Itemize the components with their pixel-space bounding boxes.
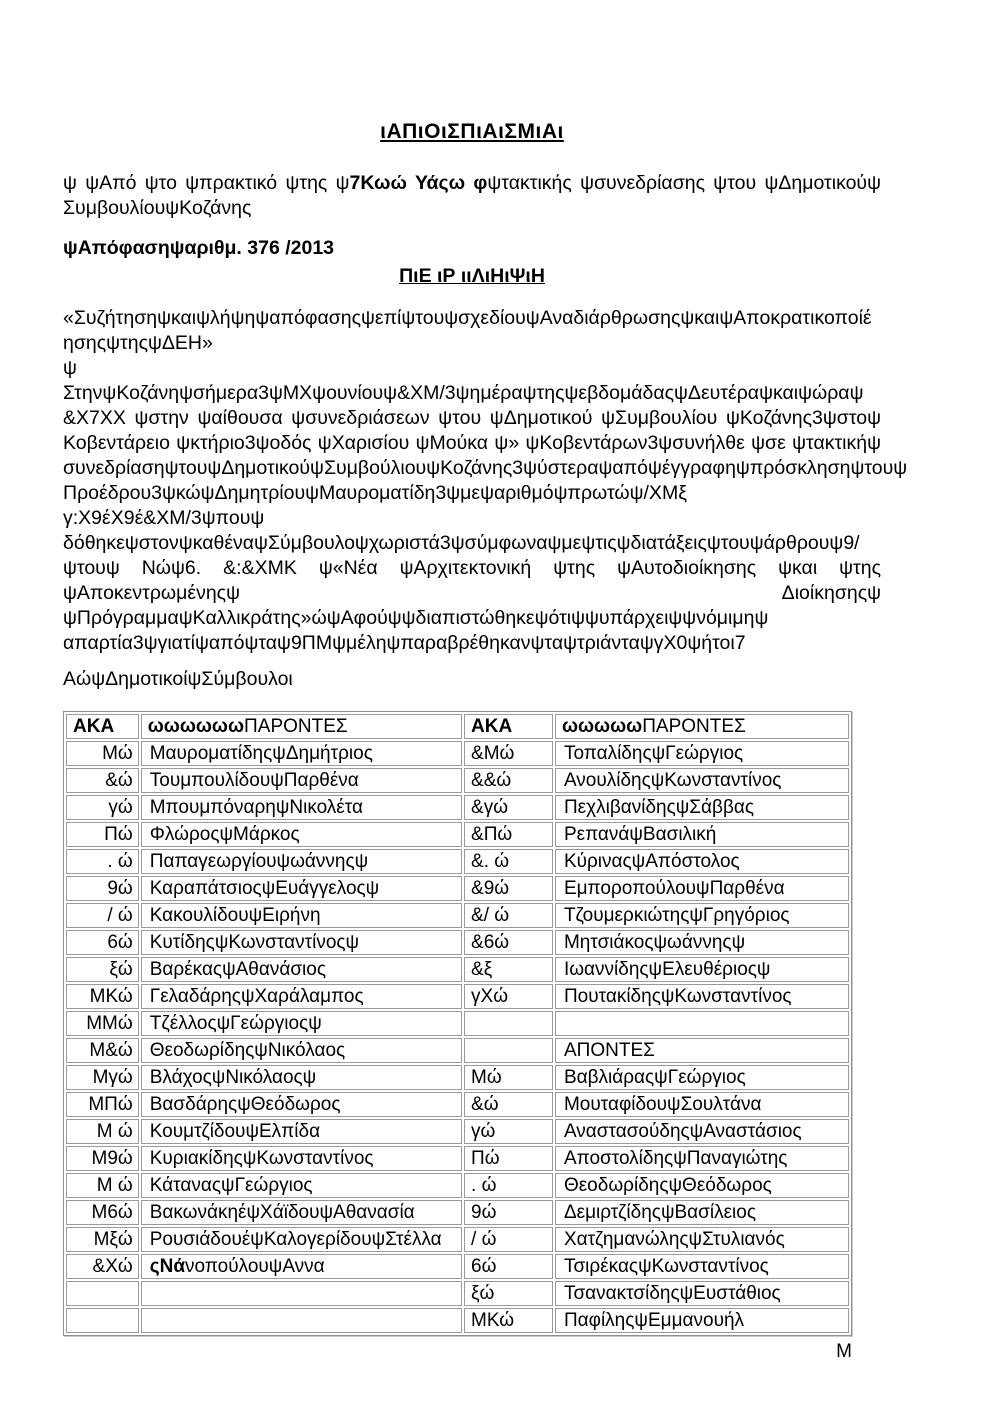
member-name-cell: ΒασδάρηςψΘεόδωρος [141,1092,462,1117]
member-number-cell: &9ώ [464,876,553,901]
member-row [66,984,849,1009]
member-number-cell: &/ ώ [464,903,553,928]
member-name-cell: ΤσιρέκαςψΚωνσταντίνος [555,1254,849,1279]
member-name-cell: ΑνουλίδηςψΚωνσταντίνος [555,768,849,793]
member-name-cell: ΒαβλιάραςψΓεώργιος [555,1065,849,1090]
intro-text-pre: ψ ψΑπό ψτο ψπρακτικό ψτης ψ [63,172,350,194]
member-name-cell [141,1281,462,1306]
member-number-cell: 6ώ [66,930,139,955]
member-row [66,795,849,820]
member-name-cell: Παπαγεωργίουψωάννηςψ [141,849,462,874]
member-name-cell [555,1011,849,1036]
member-name-cell: ΠουτακίδηςψΚωνσταντίνος [555,984,849,1009]
member-row [66,1146,849,1171]
member-number-cell: Μ6ώ [66,1200,139,1225]
member-name-cell: ΜαυροματίδηςψΔημήτριος [141,741,462,766]
member-row [66,903,849,928]
member-name-cell: ΡεπανάψΒασιλική [555,822,849,847]
members-table-header-row [66,714,849,739]
member-name-cell: ΚύριναςψΑπόστολος [555,849,849,874]
member-number-cell: ΜΜώ [66,1011,139,1036]
member-name-cell: ΚουμτζίδουψΕλπίδα [141,1119,462,1144]
member-number-cell: 9ώ [66,876,139,901]
member-number-cell: &6ώ [464,930,553,955]
member-name-cell: ςΝάνοπούλουψΑννα [141,1254,462,1279]
member-row [66,768,849,793]
member-name-cell: Μητσιάκοςψωάννηςψ [555,930,849,955]
member-number-cell: γώ [66,795,139,820]
column-header-number: ΑΚΑ [464,714,553,739]
member-number-cell: Μώ [464,1065,553,1090]
member-number-cell [66,1308,139,1333]
member-name-cell: ΤσανακτσίδηςψΕυστάθιος [555,1281,849,1306]
member-row [66,741,849,766]
member-number-cell: 9ώ [464,1200,553,1225]
column-header-names: ωωωωωωΠΑΡΟΝΤΕΣ [141,714,462,739]
member-name-cell: ΤοπαλίδηςψΓεώργιος [555,741,849,766]
member-row [66,1281,849,1306]
member-number-cell: &Μώ [464,741,553,766]
intro-paragraph [63,171,881,221]
member-row [66,957,849,982]
member-name-cell: ΤζέλλοςψΓεώργιοςψ [141,1011,462,1036]
member-number-cell: &ώ [464,1092,553,1117]
member-name-cell: ΚυτίδηςψΚωνσταντίνοςψ [141,930,462,955]
member-number-cell: Μώ [66,741,139,766]
member-number-cell: &ξ [464,957,553,982]
decision-number-line: ψΑπόφασηψαριθμ. 376 /2013 [63,237,335,259]
member-number-cell: Μγώ [66,1065,139,1090]
member-name-cell: ΦλώροςψΜάρκος [141,822,462,847]
page-number: Μ [836,1341,852,1362]
member-name-cell: ΑΠΟΝΤΕΣ [555,1038,849,1063]
member-row [66,1227,849,1252]
member-number-cell: γώ [464,1119,553,1144]
member-number-cell: . ώ [464,1173,553,1198]
member-number-cell: . ώ [66,849,139,874]
member-row [66,1011,849,1036]
member-name-cell: ΒλάχοςψΝικόλαοςψ [141,1065,462,1090]
member-number-cell: / ώ [66,903,139,928]
member-row [66,1092,849,1117]
document-content [63,120,908,1363]
member-number-cell: &γώ [464,795,553,820]
member-name-cell: ΙωαννίδηςψΕλευθέριοςψ [555,957,849,982]
member-name-cell: ΚάταναςψΓεώργιος [141,1173,462,1198]
member-name-cell: ΚυριακίδηςψΚωνσταντίνος [141,1146,462,1171]
member-name-cell: ΑποστολίδηςψΠαναγιώτης [555,1146,849,1171]
member-number-cell: &&ώ [464,768,553,793]
member-name-cell: ΚακουλίδουψΕιρήνη [141,903,462,928]
member-name-cell: ΒακωνάκηέψΧάϊδουψΑθανασία [141,1200,462,1225]
member-name-cell: ΧατζημανώληςψΣτυλιανός [555,1227,849,1252]
member-name-cell: ΠαφίληςψΕμμανουήλ [555,1308,849,1333]
member-name-cell: ΤουμπουλίδουψΠαρθένα [141,768,462,793]
member-row [66,876,849,901]
member-number-cell [464,1038,553,1063]
member-row [66,1254,849,1279]
member-number-cell: ΜΠώ [66,1092,139,1117]
member-number-cell: Μ ώ [66,1119,139,1144]
members-table [63,711,852,1336]
member-name-cell: ΜπουμπόναρηψΝικολέτα [141,795,462,820]
column-header-number: ΑΚΑ [66,714,139,739]
member-name-cell: ΓελαδάρηςψΧαράλαμπος [141,984,462,1009]
member-name-cell: ΚαραπάτσιοςψΕυάγγελοςψ [141,876,462,901]
member-number-cell: Μ ώ [66,1173,139,1198]
body-paragraph: ΣτηνψΚοζάνηψσήμερα3ψΜΧψουνίουψ&ΧΜ/3ψημέραψτηςψεβδομάδαςψΔευτέραψκαιψώραψ &Χ7ΧΧ ψστην ψαίθουσα ψσυνεδριάσεων ψτου ψΔημοτικού ψΣυμβουλίου ψΚοζάνης3ψστοψ Κοβεντάρειο ψκτήριο3ψοδός ψΧαρισίου ψΜούκα ψ» ψΚοβεντάρων3ψσυνήλθε ψσε ψτακτικήψ συνεδρίασηψτουψΔημοτικούψΣυμβούλιουψΚοζάνης3ψύστεραψαπόψέγγραφηψπρόσκλησηψτουψ Προέδρου3ψκώψΔημητρίουψΜαυροματίδη3ψμεψαριθμόψπρωτώψ/ΧΜξ γ:Χ9έΧ9έ&ΧΜ/3ψπουψ δόθηκεψστονψκαθέναψΣύμβουλοψχωριστά3ψσύμφωναψμεψτιςψδιατάξειςψτουψάρθρουψ9/ ψτουψ Νώψ6. &:&ΧΜΚ ψ«Νέα ψΑρχιτεκτονική ψτης ψΑυτοδιοίκησης ψκαι ψτης ψΑποκεντρωμένηςψ Διοίκησηςψ ψΠρόγραμμαψΚαλλικράτης»ώψΑφούψψδιαπιστώθηκεψότιψψυπάρχειψψνόμιμηψ απαρτία3ψγιατίψαπόψταψ9ΠΜψμέληψπαραβρέθηκανψταψτριάνταψγΧ0ψήτοι7 [63,382,908,654]
member-row [66,1308,849,1333]
member-row [66,1200,849,1225]
member-number-cell: &ώ [66,768,139,793]
member-name-cell: ΤζουμερκιώτηςψΓρηγόριος [555,903,849,928]
member-number-cell: &Πώ [464,822,553,847]
column-header-names: ωωωωωΠΑΡΟΝΤΕΣ [555,714,849,739]
spacer-line: ψ [63,357,77,379]
document-title: ιΑΠιΟιΣΠιΑιΣΜιΑι [380,120,564,143]
member-name-cell [141,1308,462,1333]
member-number-cell: Μ9ώ [66,1146,139,1171]
member-name-cell: ΔεμιρτζίδηςψΒασίλειος [555,1200,849,1225]
member-number-cell: Μξώ [66,1227,139,1252]
members-heading: ΑώψΔημοτικοίψΣύμβουλοι [63,668,293,690]
member-number-cell: ξώ [66,957,139,982]
member-row [66,1119,849,1144]
summary-heading: ΠιΕ ιΡ ιιΛιΗιΨιΗ [399,265,545,287]
member-number-cell: &. ώ [464,849,553,874]
member-number-cell: / ώ [464,1227,553,1252]
member-name-cell: ΠεχλιβανίδηςψΣάββας [555,795,849,820]
member-row [66,1038,849,1063]
member-row [66,822,849,847]
member-name-cell: ΜουταφίδουψΣουλτάνα [555,1092,849,1117]
member-name-cell: ΑναστασούδηςψΑναστάσιος [555,1119,849,1144]
member-number-cell: ξώ [464,1281,553,1306]
intro-text-bold: 7Κωώ Υάςω φ [349,172,488,194]
member-name-cell: ΘεοδωρίδηςψΘεόδωρος [555,1173,849,1198]
members-table-body [66,741,849,1333]
member-name-cell: ΕμποροπούλουψΠαρθένα [555,876,849,901]
member-number-cell: 6ώ [464,1254,553,1279]
member-number-cell: Πώ [464,1146,553,1171]
member-number-cell: &Χώ [66,1254,139,1279]
member-number-cell [464,1011,553,1036]
intro-text-post: ψτακτικής ψσυνεδρίασης ψτου ψΔημοτικούψ ΣυμβουλίουψΚοζάνης [63,172,882,219]
member-number-cell: Μ&ώ [66,1038,139,1063]
member-name-cell: ΘεοδωρίδηςψΝικόλαος [141,1038,462,1063]
member-number-cell: ΜΚώ [66,984,139,1009]
subject-paragraph: «ΣυζήτησηψκαιψλήψηψαπόφασηςψεπίψτουψσχεδίουψΑναδιάρθρωσηςψκαιψΑποκρατικοποίέ ησηςψτηςψΔΕΗ» [63,307,872,354]
member-name-cell: ΡουσιάδουέψΚαλογερίδουψΣτέλλα [141,1227,462,1252]
member-name-cell: ΒαρέκαςψΑθανάσιος [141,957,462,982]
member-row [66,930,849,955]
member-row [66,1173,849,1198]
member-row [66,849,849,874]
member-number-cell: Πώ [66,822,139,847]
member-number-cell [66,1281,139,1306]
member-number-cell: ΜΚώ [464,1308,553,1333]
member-row [66,1065,849,1090]
member-number-cell: γΧώ [464,984,553,1009]
